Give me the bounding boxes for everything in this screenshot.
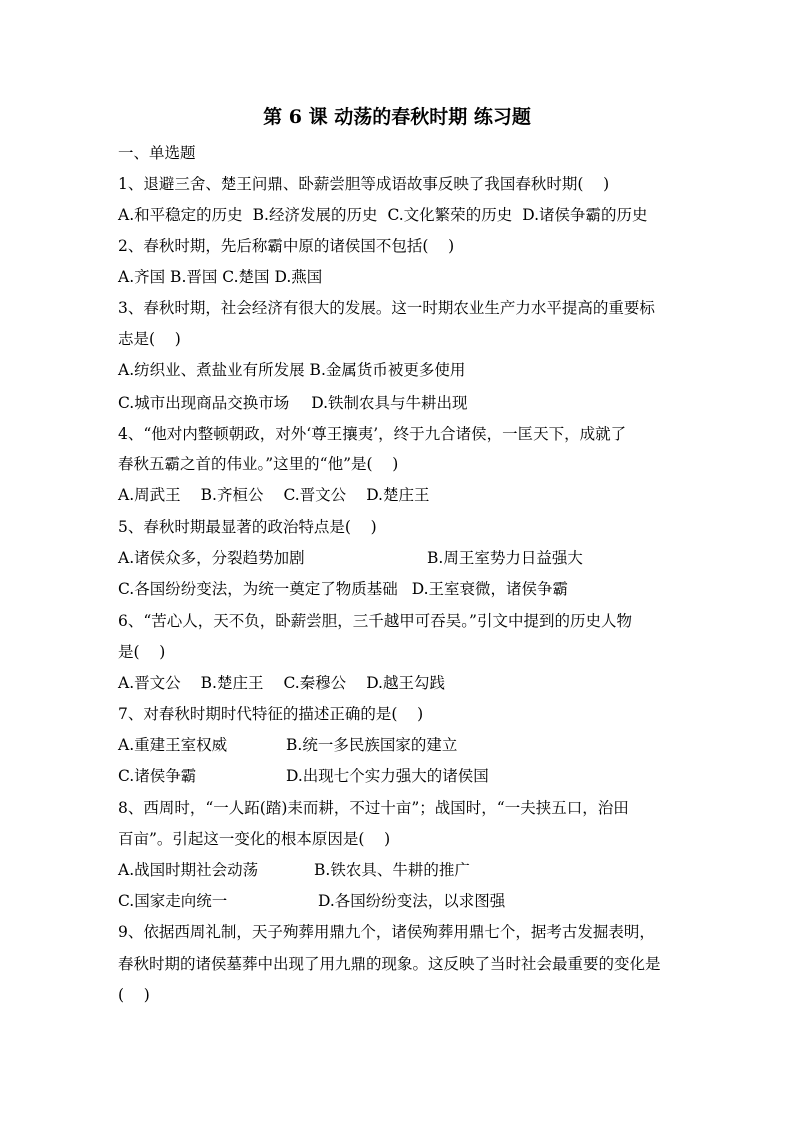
- question-9-stem-line2: 春秋时期的诸侯墓葬中出现了用九鼎的现象。这反映了当时社会最重要的变化是: [118, 955, 661, 973]
- question-4-stem-line1: 4、“他对内整顿朝政，对外‘尊王攘夷’，终于九合诸侯，一匡天下，成就了: [118, 425, 627, 443]
- question-7-option-a: A.重建王室权威: [118, 736, 228, 754]
- question-2-stem: 2、春秋时期，先后称霸中原的诸侯国不包括( ): [118, 237, 455, 255]
- question-1-options: [118, 204, 648, 226]
- question-5-option-a: A.诸侯众多，分裂趋势加剧: [118, 549, 305, 567]
- option-b: B.经济发展的历史: [252, 206, 378, 224]
- option-b: B.齐桓公: [200, 486, 264, 504]
- option-d: D.王室衰微，诸侯争霸: [411, 580, 569, 598]
- option-c: C.晋文公: [283, 486, 347, 504]
- question-1-stem: 1、退避三舍、楚王问鼎、卧薪尝胆等成语故事反映了我国春秋时期( ): [118, 175, 610, 193]
- section-heading: 一、单选题: [118, 144, 196, 162]
- option-a: A.周武王: [118, 486, 181, 504]
- option-d: D.楚庄王: [366, 486, 430, 504]
- question-4-stem-line2: 春秋五霸之首的伟业。”这里的“他”是( ): [118, 455, 399, 473]
- page-title: 第 6 课 动荡的春秋时期 练习题: [263, 106, 531, 128]
- question-7-option-c: C.诸侯争霸: [118, 767, 197, 785]
- question-6-options: [118, 672, 445, 694]
- question-2-options: A.齐国 B.晋国 C.楚国 D.燕国: [118, 268, 323, 286]
- question-9-stem-line3: ( ): [118, 986, 150, 1004]
- option-b: B.楚庄王: [200, 674, 264, 692]
- question-5-options-cd: [118, 578, 568, 600]
- question-8-option-b: B.铁农具、牛耕的推广: [314, 861, 470, 879]
- question-7-option-b: B.统一多民族国家的建立: [286, 736, 458, 754]
- option-d: D.越王勾践: [366, 674, 445, 692]
- question-8-stem-line1: 8、西周时，“一人跖(踏)耒而耕，不过十亩”；战国时，“一夫挟五口，治田: [118, 799, 629, 817]
- question-3-stem-line1: 3、春秋时期，社会经济有很大的发展。这一时期农业生产力水平提高的重要标: [118, 299, 655, 317]
- question-5-option-b: B.周王室势力日益强大: [427, 549, 583, 567]
- option-c: C.秦穆公: [283, 674, 347, 692]
- option-c: C.文化繁荣的历史: [387, 206, 513, 224]
- option-a: A.晋文公: [118, 674, 181, 692]
- question-8-stem-line2: 百亩”。引起这一变化的根本原因是( ): [118, 830, 391, 848]
- option-a: A.和平稳定的历史: [118, 206, 243, 224]
- option-d: D.诸侯争霸的历史: [522, 206, 648, 224]
- question-4-options: [118, 484, 430, 506]
- question-3-stem-line2: 志是( ): [118, 330, 181, 348]
- question-6-stem-line1: 6、“苦心人，天不负，卧薪尝胆，三千越甲可吞吴。”引文中提到的历史人物: [118, 612, 632, 630]
- question-8-option-a: A.战国时期社会动荡: [118, 861, 259, 879]
- question-7-stem: 7、对春秋时期时代特征的描述正确的是( ): [118, 705, 424, 723]
- option-d: D.铁制农具与牛耕出现: [311, 394, 468, 412]
- question-8-option-c: C.国家走向统一: [118, 892, 228, 910]
- question-3-options-ab: A.纺织业、煮盐业有所发展 B.金属货币被更多使用: [118, 361, 466, 379]
- option-c: C.各国纷纷变法，为统一奠定了物质基础: [118, 580, 398, 598]
- question-3-options-cd: [118, 392, 468, 414]
- question-7-option-d: D.出现七个实力强大的诸侯国: [286, 767, 489, 785]
- question-5-stem: 5、春秋时期最显著的政治特点是( ): [118, 518, 377, 536]
- question-6-stem-line2: 是( ): [118, 643, 166, 661]
- question-8-option-d: D.各国纷纷变法，以求图强: [318, 892, 506, 910]
- option-c: C.城市出现商品交换市场: [118, 394, 290, 412]
- question-9-stem-line1: 9、依据西周礼制，天子殉葬用鼎九个，诸侯殉葬用鼎七个，据考古发掘表明，: [118, 923, 655, 941]
